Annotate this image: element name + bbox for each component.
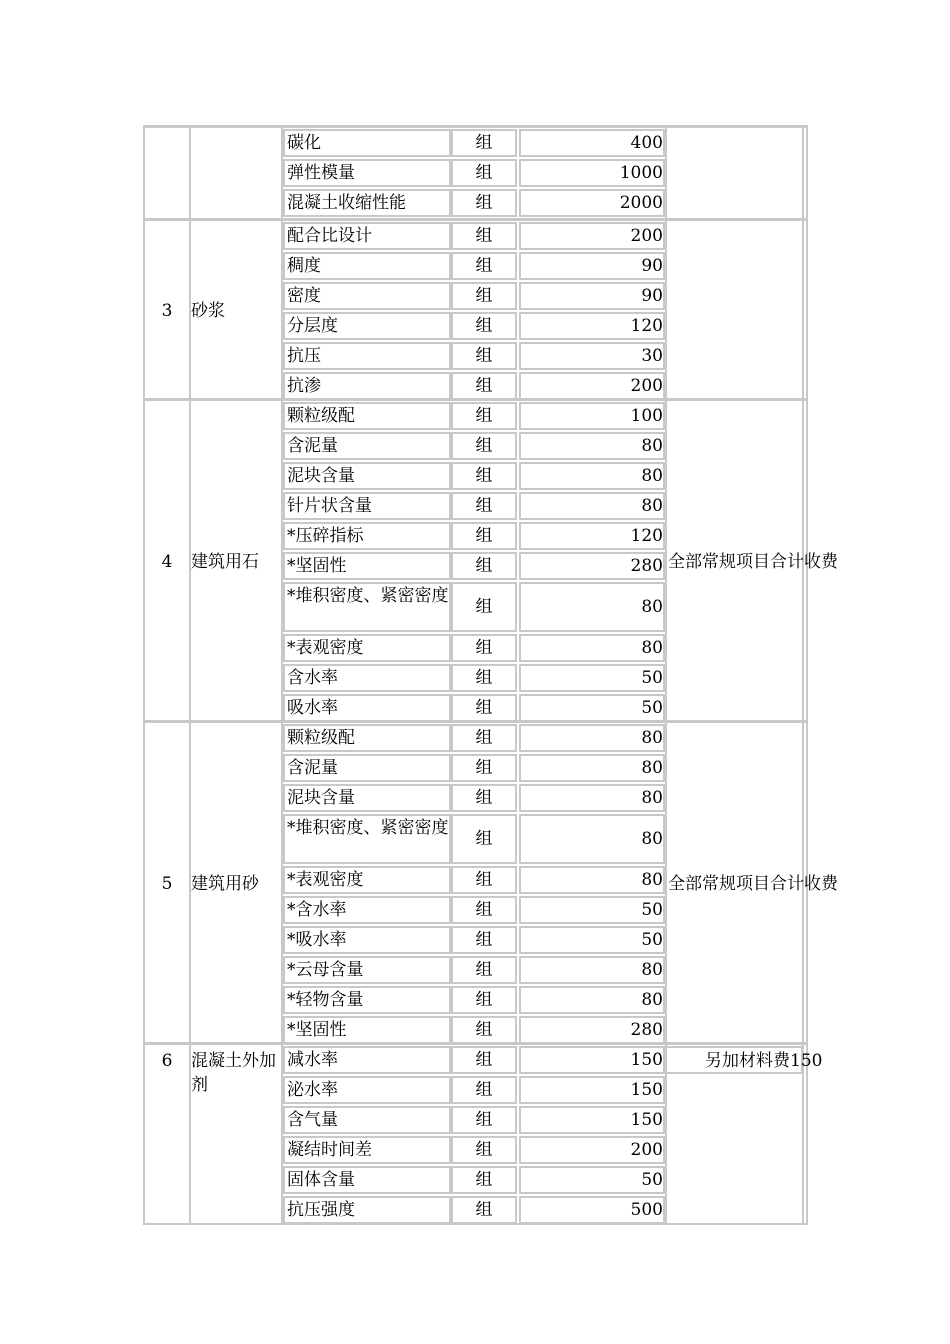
table-row <box>145 985 806 1015</box>
table-row <box>145 813 806 865</box>
item-name-cell: 稠度 <box>283 252 451 280</box>
price-cell: 150 <box>519 1046 665 1074</box>
column-divider <box>665 723 667 1045</box>
item-name-cell: 密度 <box>283 282 451 310</box>
unit-cell: 组 <box>451 866 517 894</box>
item-name-cell: 抗渗 <box>283 372 451 400</box>
item-name-cell: 颗粒级配 <box>283 724 451 752</box>
unit-cell: 组 <box>451 694 517 722</box>
price-cell: 50 <box>519 896 665 924</box>
price-cell: 100 <box>519 402 665 430</box>
price-cell: 280 <box>519 552 665 580</box>
column-divider <box>802 128 804 218</box>
column-divider <box>281 128 283 218</box>
unit-cell: 组 <box>451 1046 517 1074</box>
item-name-cell: *表观密度 <box>283 634 451 662</box>
table-group <box>145 128 806 218</box>
price-cell: 80 <box>519 866 665 894</box>
column-divider <box>281 221 283 401</box>
table-row <box>145 521 806 551</box>
item-name-cell: 含水率 <box>283 664 451 692</box>
unit-cell: 组 <box>451 814 517 864</box>
table-row <box>145 1015 806 1045</box>
item-name-cell: 泌水率 <box>283 1076 451 1104</box>
price-cell: 80 <box>519 432 665 460</box>
unit-cell: 组 <box>451 432 517 460</box>
column-divider <box>281 401 283 723</box>
group-number: 4 <box>161 552 173 572</box>
price-cell: 2000 <box>519 189 665 217</box>
price-cell: 80 <box>519 986 665 1014</box>
column-divider <box>665 401 667 723</box>
unit-cell: 组 <box>451 986 517 1014</box>
group-name: 建筑用砂 <box>191 874 259 894</box>
price-cell: 1000 <box>519 159 665 187</box>
item-name-cell: 抗压 <box>283 342 451 370</box>
table-row <box>145 633 806 663</box>
price-cell: 500 <box>519 1196 665 1224</box>
item-name-cell: 含气量 <box>283 1106 451 1134</box>
table-row <box>145 158 806 188</box>
item-name-cell: 颗粒级配 <box>283 402 451 430</box>
price-cell: 80 <box>519 462 665 490</box>
unit-cell: 组 <box>451 1016 517 1044</box>
unit-cell: 组 <box>451 342 517 370</box>
table-row <box>145 128 806 158</box>
item-name-cell: 配合比设计 <box>283 222 451 250</box>
unit-cell: 组 <box>451 926 517 954</box>
column-divider <box>281 723 283 1045</box>
table-row <box>145 431 806 461</box>
table-row <box>145 663 806 693</box>
table-row <box>145 251 806 281</box>
price-cell: 150 <box>519 1076 665 1104</box>
table-row <box>145 341 806 371</box>
column-divider <box>802 221 804 401</box>
item-name-cell: 凝结时间差 <box>283 1136 451 1164</box>
item-name-cell: *云母含量 <box>283 956 451 984</box>
table-row <box>145 925 806 955</box>
unit-cell: 组 <box>451 1136 517 1164</box>
price-cell: 200 <box>519 222 665 250</box>
item-name-cell: 碳化 <box>283 129 451 157</box>
table-row <box>145 188 806 218</box>
table-row <box>145 1165 806 1195</box>
table-row <box>145 723 806 753</box>
price-cell: 150 <box>519 1106 665 1134</box>
unit-cell: 组 <box>451 282 517 310</box>
item-name-cell: *堆积密度、紧密密度 <box>283 814 451 864</box>
table-row <box>145 221 806 251</box>
unit-cell: 组 <box>451 1076 517 1104</box>
group-number: 5 <box>161 874 173 894</box>
table-row <box>145 491 806 521</box>
table-row <box>145 1195 806 1225</box>
unit-cell: 组 <box>451 312 517 340</box>
item-name-cell: 泥块含量 <box>283 784 451 812</box>
item-name-cell: 针片状含量 <box>283 492 451 520</box>
column-divider <box>665 221 667 401</box>
table-group <box>145 218 806 401</box>
unit-cell: 组 <box>451 1106 517 1134</box>
table-row <box>145 401 806 431</box>
unit-cell: 组 <box>451 634 517 662</box>
group-name: 混凝土外加剂 <box>191 1051 276 1095</box>
unit-cell: 组 <box>451 129 517 157</box>
price-cell: 80 <box>519 814 665 864</box>
table-row <box>145 371 806 401</box>
fee-table <box>143 125 838 1225</box>
item-name-cell: 吸水率 <box>283 694 451 722</box>
price-cell: 80 <box>519 724 665 752</box>
price-cell: 80 <box>519 784 665 812</box>
table-row <box>145 1105 806 1135</box>
price-cell: 120 <box>519 312 665 340</box>
item-name-cell: 泥块含量 <box>283 462 451 490</box>
group-number: 3 <box>161 301 173 321</box>
price-cell: 80 <box>519 582 665 632</box>
price-cell: 200 <box>519 1136 665 1164</box>
group-number: 6 <box>161 1051 173 1071</box>
item-name-cell: *坚固性 <box>283 552 451 580</box>
price-cell: 80 <box>519 956 665 984</box>
price-cell: 120 <box>519 522 665 550</box>
column-divider <box>189 128 191 218</box>
price-cell: 200 <box>519 372 665 400</box>
unit-cell: 组 <box>451 582 517 632</box>
unit-cell: 组 <box>451 956 517 984</box>
group-note: 另加材料费150 <box>705 1051 823 1071</box>
unit-cell: 组 <box>451 724 517 752</box>
price-cell: 50 <box>519 926 665 954</box>
unit-cell: 组 <box>451 664 517 692</box>
item-name-cell: *含水率 <box>283 896 451 924</box>
unit-cell: 组 <box>451 896 517 924</box>
price-cell: 80 <box>519 492 665 520</box>
price-cell: 90 <box>519 282 665 310</box>
table-row <box>145 895 806 925</box>
item-name-cell: *坚固性 <box>283 1016 451 1044</box>
unit-cell: 组 <box>451 159 517 187</box>
price-cell: 30 <box>519 342 665 370</box>
group-note: 全部常规项目合计收费 <box>668 552 838 572</box>
unit-cell: 组 <box>451 552 517 580</box>
table-group <box>145 720 838 1045</box>
item-name-cell: 抗压强度 <box>283 1196 451 1224</box>
table-row <box>145 581 806 633</box>
group-name: 建筑用石 <box>191 552 259 572</box>
group-name: 砂浆 <box>191 301 225 321</box>
item-name-cell: *表观密度 <box>283 866 451 894</box>
item-name-cell: *堆积密度、紧密密度 <box>283 582 451 632</box>
price-cell: 280 <box>519 1016 665 1044</box>
item-name-cell: 含泥量 <box>283 432 451 460</box>
item-name-cell: 混凝土收缩性能 <box>283 189 451 217</box>
unit-cell: 组 <box>451 1196 517 1224</box>
table-row <box>145 693 806 723</box>
price-cell: 90 <box>519 252 665 280</box>
table-row <box>145 753 806 783</box>
price-cell: 400 <box>519 129 665 157</box>
table-group <box>145 1042 823 1225</box>
item-name-cell: 分层度 <box>283 312 451 340</box>
item-name-cell: *压碎指标 <box>283 522 451 550</box>
price-cell: 50 <box>519 664 665 692</box>
unit-cell: 组 <box>451 784 517 812</box>
unit-cell: 组 <box>451 402 517 430</box>
unit-cell: 组 <box>451 1166 517 1194</box>
item-name-cell: *轻物含量 <box>283 986 451 1014</box>
unit-cell: 组 <box>451 252 517 280</box>
table-row <box>145 1135 806 1165</box>
table-row <box>145 955 806 985</box>
item-name-cell: 弹性模量 <box>283 159 451 187</box>
price-cell: 50 <box>519 1166 665 1194</box>
item-name-cell: *吸水率 <box>283 926 451 954</box>
group-note: 全部常规项目合计收费 <box>668 874 838 894</box>
unit-cell: 组 <box>451 492 517 520</box>
unit-cell: 组 <box>451 222 517 250</box>
unit-cell: 组 <box>451 754 517 782</box>
unit-cell: 组 <box>451 522 517 550</box>
table-row <box>145 783 806 813</box>
item-name-cell: 含泥量 <box>283 754 451 782</box>
table-row <box>145 461 806 491</box>
column-divider <box>665 128 667 218</box>
price-cell: 80 <box>519 634 665 662</box>
item-name-cell: 减水率 <box>283 1046 451 1074</box>
price-cell: 80 <box>519 754 665 782</box>
price-cell: 50 <box>519 694 665 722</box>
unit-cell: 组 <box>451 189 517 217</box>
table-group <box>145 398 838 723</box>
unit-cell: 组 <box>451 372 517 400</box>
item-name-cell: 固体含量 <box>283 1166 451 1194</box>
column-divider <box>281 1045 283 1225</box>
unit-cell: 组 <box>451 462 517 490</box>
